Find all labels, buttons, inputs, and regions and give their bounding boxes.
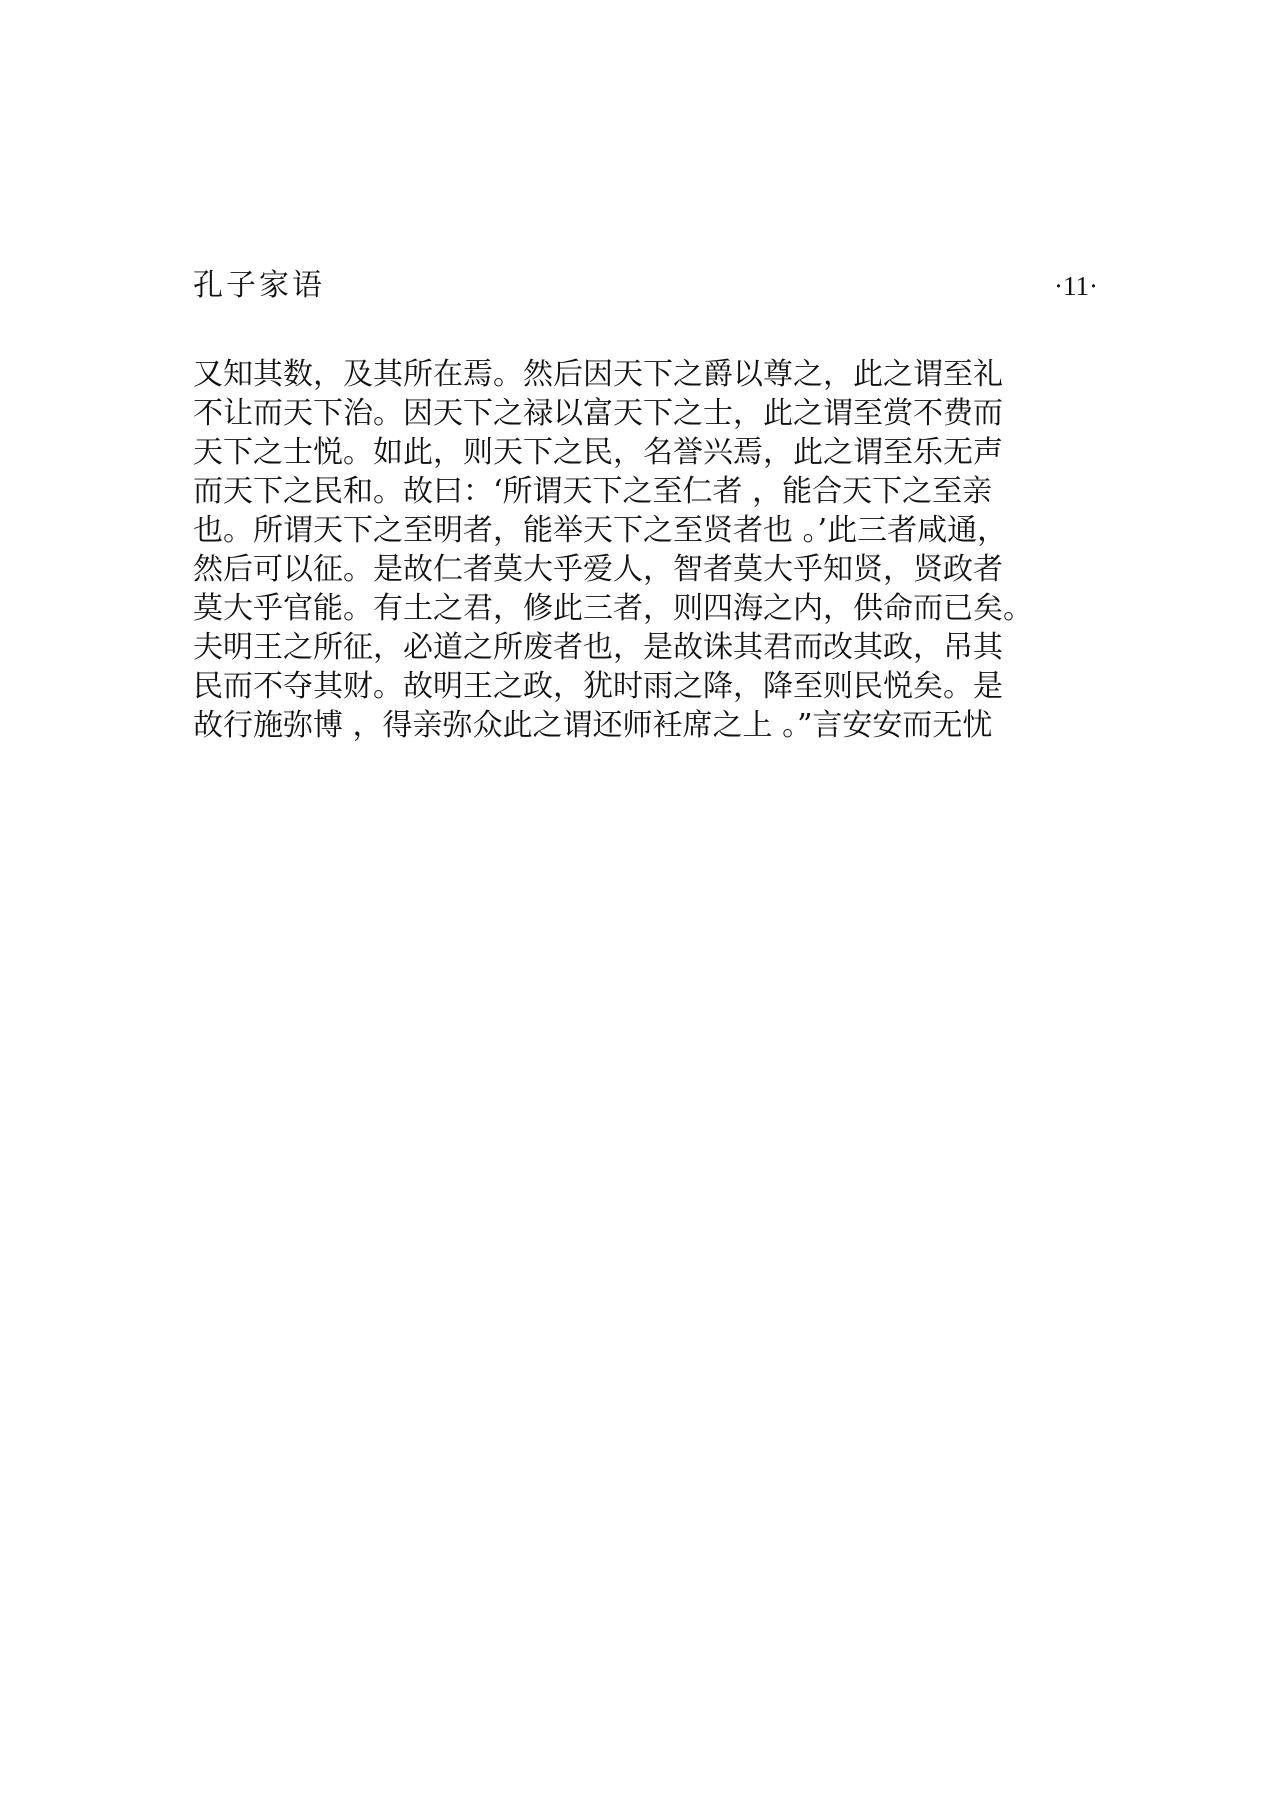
text-line: 故行施弥博 ，得亲弥众此之谓还师衽席之上 。”言安安而无忧 — [193, 708, 993, 743]
text-line: 天下之士悦。如此，则天下之民，名誉兴焉，此之谓至乐无声 — [193, 435, 1003, 470]
running-header — [193, 266, 1098, 306]
book-title: 孔子家语 — [193, 268, 325, 303]
text-line: 然后可以征。是故仁者莫大乎爱人，智者莫大乎知贤，贤政者 — [193, 552, 1003, 587]
body-text — [193, 355, 1098, 745]
text-line: 也。所谓天下之至明者，能举天下之至贤者也 。’此三者咸通， — [193, 513, 1008, 548]
text-line: 又知其数，及其所在焉。然后因天下之爵以尊之，此之谓至礼 — [193, 357, 1003, 392]
page-number: ·11· — [1054, 271, 1098, 301]
text-line: 夫明王之所征，必道之所废者也，是故诛其君而改其政，吊其 — [193, 630, 1003, 665]
text-line: 莫大乎官能。有土之君，修此三者，则四海之内，供命而已矣。 — [193, 591, 1033, 626]
text-line: 民而不夺其财。故明王之政，犹时雨之降，降至则民悦矣。是 — [193, 669, 1003, 704]
text-line: 不让而天下治。因天下之禄以富天下之士，此之谓至赏不费而 — [193, 396, 1003, 431]
text-line: 而天下之民和。故曰：‘所谓天下之至仁者 ，能合天下之至亲 — [193, 474, 993, 509]
